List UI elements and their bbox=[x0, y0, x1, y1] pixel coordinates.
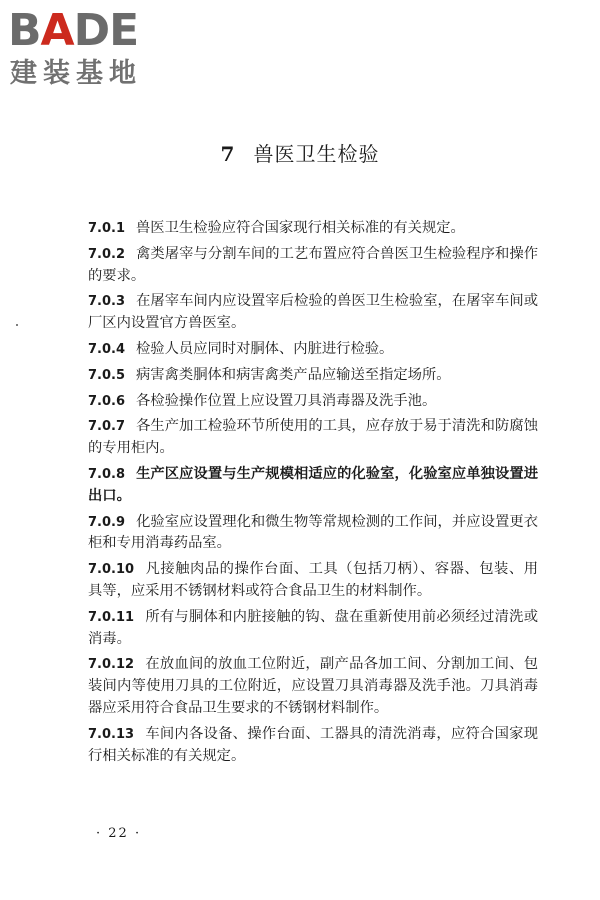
chapter-heading bbox=[0, 141, 600, 167]
clause bbox=[88, 559, 538, 603]
clause-mandatory bbox=[88, 464, 538, 508]
clause-text: 病害禽类胴体和病害禽类产品应输送至指定场所。 bbox=[136, 366, 451, 383]
clause bbox=[88, 391, 538, 413]
clause-number: 7.0.5 bbox=[88, 367, 126, 383]
clause-number: 7.0.4 bbox=[88, 341, 126, 357]
clause-text: 各检验操作位置上应设置刀具消毒器及洗手池。 bbox=[136, 392, 437, 409]
clause-number: 7.0.7 bbox=[88, 419, 126, 435]
clause bbox=[88, 218, 538, 240]
clause-number: 7.0.11 bbox=[88, 609, 135, 625]
clause-number: 7.0.2 bbox=[88, 246, 126, 262]
logo-subtitle: 建装基地 bbox=[10, 58, 142, 89]
clause-text: 在放血间的放血工位附近，副产品各加工间、分割加工间、包装间内等使用刀具的工位附近，应设置刀具消毒器及洗手池。刀具消毒器应采用符合食品卫生要求的不锈钢材料制作。 bbox=[88, 656, 538, 716]
clause bbox=[88, 724, 538, 768]
chapter-number: 7 bbox=[220, 142, 236, 166]
clause bbox=[88, 416, 538, 460]
clause bbox=[88, 339, 538, 361]
clause-number: 7.0.9 bbox=[88, 514, 126, 530]
bade-logo bbox=[8, 6, 176, 96]
chapter-title: 兽医卫生检验 bbox=[253, 142, 380, 166]
clause bbox=[88, 365, 538, 387]
clause bbox=[88, 607, 538, 651]
clause-text: 化验室应设置理化和微生物等常规检测的工作间，并应设置更衣柜和专用消毒药品室。 bbox=[88, 513, 538, 552]
clause-text: 车间内各设备、操作台面、工器具的清洗消毒，应符合国家现行相关标准的有关规定。 bbox=[88, 725, 538, 764]
clause-number: 7.0.13 bbox=[88, 726, 135, 742]
clause-text: 各生产加工检验环节所使用的工具，应存放于易于清洗和防腐蚀的专用柜内。 bbox=[88, 418, 538, 457]
logo-accent-letter: A bbox=[40, 5, 74, 56]
clause bbox=[88, 291, 538, 335]
clause-text: 禽类屠宰与分割车间的工艺布置应符合兽医卫生检验程序和操作的要求。 bbox=[88, 245, 538, 284]
clause-number: 7.0.10 bbox=[88, 562, 135, 578]
clause-number: 7.0.8 bbox=[88, 466, 126, 482]
clause-text: 生产区应设置与生产规模相适应的化验室，化验室应单独设置进出口。 bbox=[88, 465, 538, 504]
clause-text: 兽医卫生检验应符合国家现行相关标准的有关规定。 bbox=[136, 220, 465, 236]
clause-number: 7.0.12 bbox=[88, 657, 135, 673]
clause-text: 检验人员应同时对胴体、内脏进行检验。 bbox=[136, 340, 394, 357]
clause-text: 在屠宰车间内应设置宰后检验的兽医卫生检验室，在屠宰车间或厂区内设置官方兽医室。 bbox=[88, 293, 538, 332]
clause-text: 凡接触肉品的操作台面、工具（包括刀柄）、容器、包装、用具等，应采用不锈钢材料或符合食品卫生的材料制作。 bbox=[88, 561, 538, 599]
clause-number: 7.0.1 bbox=[88, 221, 126, 236]
clause-number: 7.0.6 bbox=[88, 393, 126, 409]
clause-number: 7.0.3 bbox=[88, 294, 126, 310]
clause-text: 所有与胴体和内脏接触的钩、盘在重新使用前必须经过清洗或消毒。 bbox=[88, 608, 538, 647]
clause bbox=[88, 512, 538, 556]
clause bbox=[88, 244, 538, 288]
clause bbox=[88, 654, 538, 719]
logo-wordmark: BADE bbox=[8, 5, 139, 56]
scan-speck bbox=[16, 324, 18, 326]
page-number: · 22 · bbox=[96, 826, 142, 841]
clause-list bbox=[88, 218, 538, 771]
